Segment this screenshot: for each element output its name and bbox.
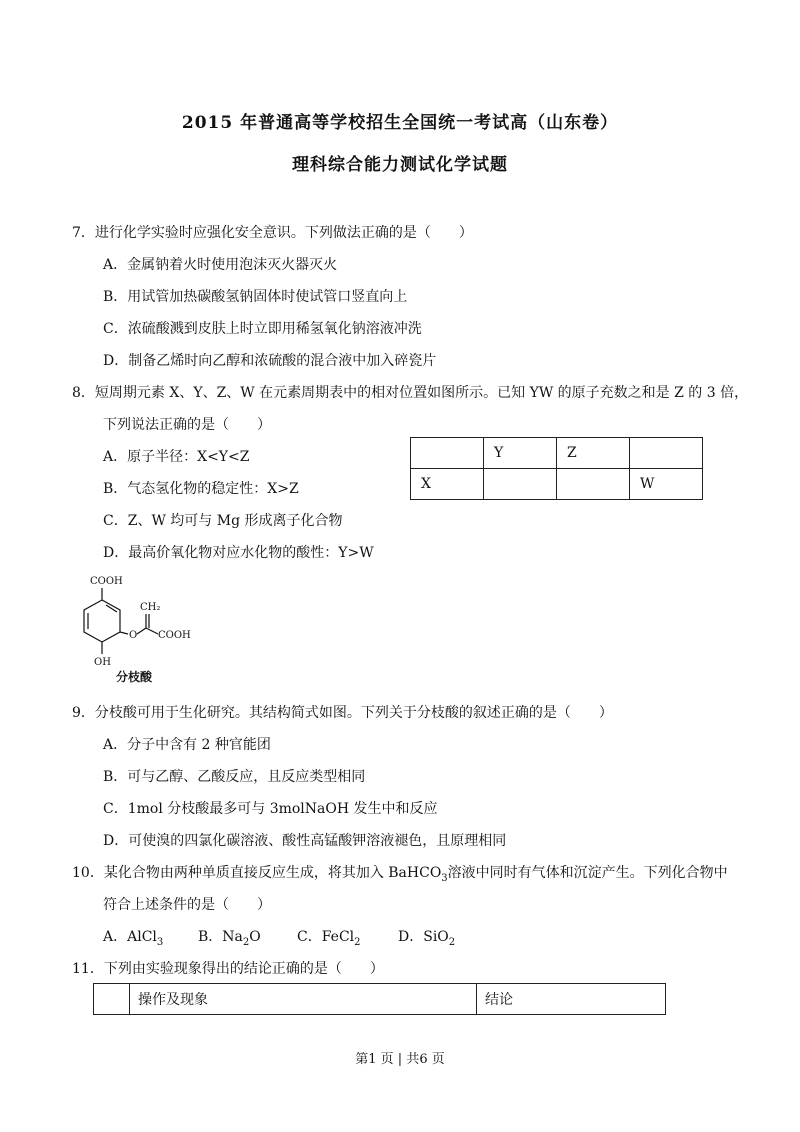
table-cell: X [411,469,484,500]
table-cell: Y [484,438,557,469]
q8-stem-cont: 下列说法正确的是（ ） [103,417,271,433]
q7-option-b: B．用试管加热碳酸氢钠固体时使试管口竖直向上 [103,289,408,305]
q10-option-d [398,926,455,948]
table-cell [630,438,703,469]
q10-stem-sub: 3 [441,872,448,884]
q7-option-d: D．制备乙烯时向乙醇和浓硫酸的混合液中加入碎瓷片 [103,353,437,369]
q10-option-b-text: B．Na [198,929,243,945]
molecule-label: 分枝酸 [116,670,153,684]
table-cell [557,469,630,500]
q8-option-d: D．最高价氧化物对应水化物的酸性：Y>W [103,545,374,561]
q10-option-d-text: D．SiO [398,929,449,945]
q10-stem [72,862,728,884]
q8-option-c: C．Z、W 均可与 Mg 形成离子化合物 [103,513,343,529]
table-cell: W [630,469,703,500]
table-cell [411,438,484,469]
q10-option-c-text: C．FeCl [297,929,355,945]
group-cooh-top: COOH [90,576,123,587]
q7-option-c: C．浓硫酸溅到皮肤上时立即用稀氢氧化钠溶液冲洗 [103,321,422,337]
q7-stem: 7．进行化学实验时应强化安全意识。下列做法正确的是（ ） [72,225,473,241]
q10-option-c [297,926,361,948]
q9-option-d: D．可使溴的四氯化碳溶液、酸性高锰酸钾溶液褪色，且原理相同 [103,833,507,849]
group-oh: OH [94,657,111,668]
q8-option-a: A．原子半径：X<Y<Z [103,449,250,465]
q10-option-d-sub: 2 [448,936,456,948]
page-footer: 第1 页 | 共6 页 [355,1052,445,1067]
exam-title: 2015 年普通高等学校招生全国统一考试高（山东卷） [181,113,619,133]
exam-subtitle: 理科综合能力测试化学试题 [292,155,508,175]
group-cooh-side: COOH [158,630,191,641]
table-header-cell: 结论 [477,984,666,1015]
q9-option-b: B．可与乙醇、乙酸反应，且反应类型相同 [103,769,366,785]
q10-option-a-text: A．AlCl [103,929,157,945]
q9-stem: 9．分枝酸可用于生化研究。其结构简式如图。下列关于分枝酸的叙述正确的是（ ） [72,705,613,721]
q8-stem: 8．短周期元素 X、Y、Z、W 在元素周期表中的相对位置如图所示。已知 YW 的原子充数之和是 Z 的 3 倍， [72,385,749,401]
q11-stem: 11．下列由实验现象得出的结论正确的是（ ） [72,961,384,977]
q10-option-b [198,926,261,948]
table-cell [484,469,557,500]
group-ether-o: O [129,630,138,641]
q10-option-a-sub: 3 [156,936,164,948]
periodic-table-fragment [410,437,703,500]
experiment-table [93,983,666,1015]
q10-option-a [103,926,163,948]
table-row [411,438,703,469]
table-header-cell: 操作及现象 [130,984,477,1015]
q8-option-b: B．气态氢化物的稳定性：X>Z [103,481,299,497]
q10-stem-post: 溶液中同时有气体和沉淀产生。下列化合物中 [447,865,728,881]
q10-option-b-sub: 2 [242,936,250,948]
table-header-cell [94,984,130,1015]
table-row [94,984,666,1015]
table-cell: Z [557,438,630,469]
q10-option-b-suffix: O [249,929,261,945]
group-ch2: CH₂ [140,602,161,613]
q9-option-c: C．1mol 分枝酸最多可与 3molNaOH 发生中和反应 [103,801,438,817]
table-row [411,469,703,500]
q10-stem-cont: 符合上述条件的是（ ） [103,897,271,913]
q10-option-c-sub: 2 [354,936,361,948]
q10-stem-pre: 10．某化合物由两种单质直接反应生成，将其加入 BaHCO [72,865,442,881]
q9-option-a: A．分子中含有 2 种官能团 [103,737,271,753]
q7-option-a: A．金属钠着火时使用泡沫灭火器灭火 [103,257,338,273]
